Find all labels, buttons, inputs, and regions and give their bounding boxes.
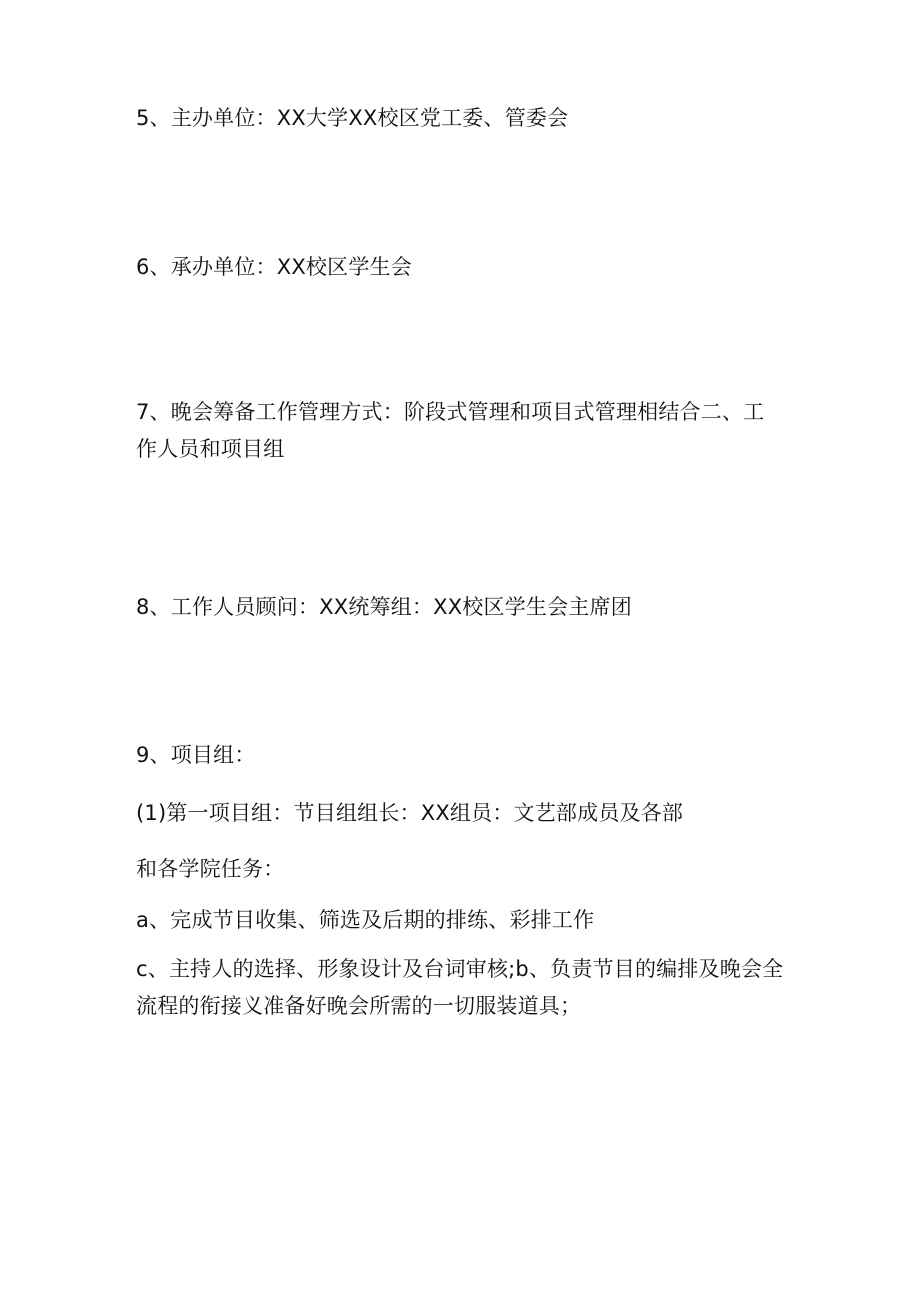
paragraph-project-groups-heading: 9、项目组： bbox=[136, 743, 256, 767]
paragraph-staff-advisor: 8、工作人员顾问：XX统筹组：XX校区学生会主席团 bbox=[136, 595, 632, 619]
paragraph-task-a: a、完成节目收集、筛选及后期的排练、彩排工作 bbox=[136, 908, 595, 932]
paragraph-undertaker: 6、承办单位：XX校区学生会 bbox=[136, 255, 412, 279]
paragraph-college-tasks: 和各学院任务： bbox=[136, 857, 285, 881]
paragraph-first-project-group: (1)第一项目组：节目组组长：XX组员：文艺部成员及各部 bbox=[136, 801, 684, 825]
paragraph-task-c-b: c、主持人的选择、形象设计及台词审核;b、负责节目的编排及晚会全流程的衔接义准备好晚会所需的一切服装道具； bbox=[136, 957, 784, 1018]
paragraph-organizer: 5、主办单位：XX大学XX校区党工委、管委会 bbox=[136, 106, 569, 130]
paragraph-management-method: 7、晚会筹备工作管理方式：阶段式管理和项目式管理相结合二、工作人员和项目组 bbox=[136, 400, 765, 461]
